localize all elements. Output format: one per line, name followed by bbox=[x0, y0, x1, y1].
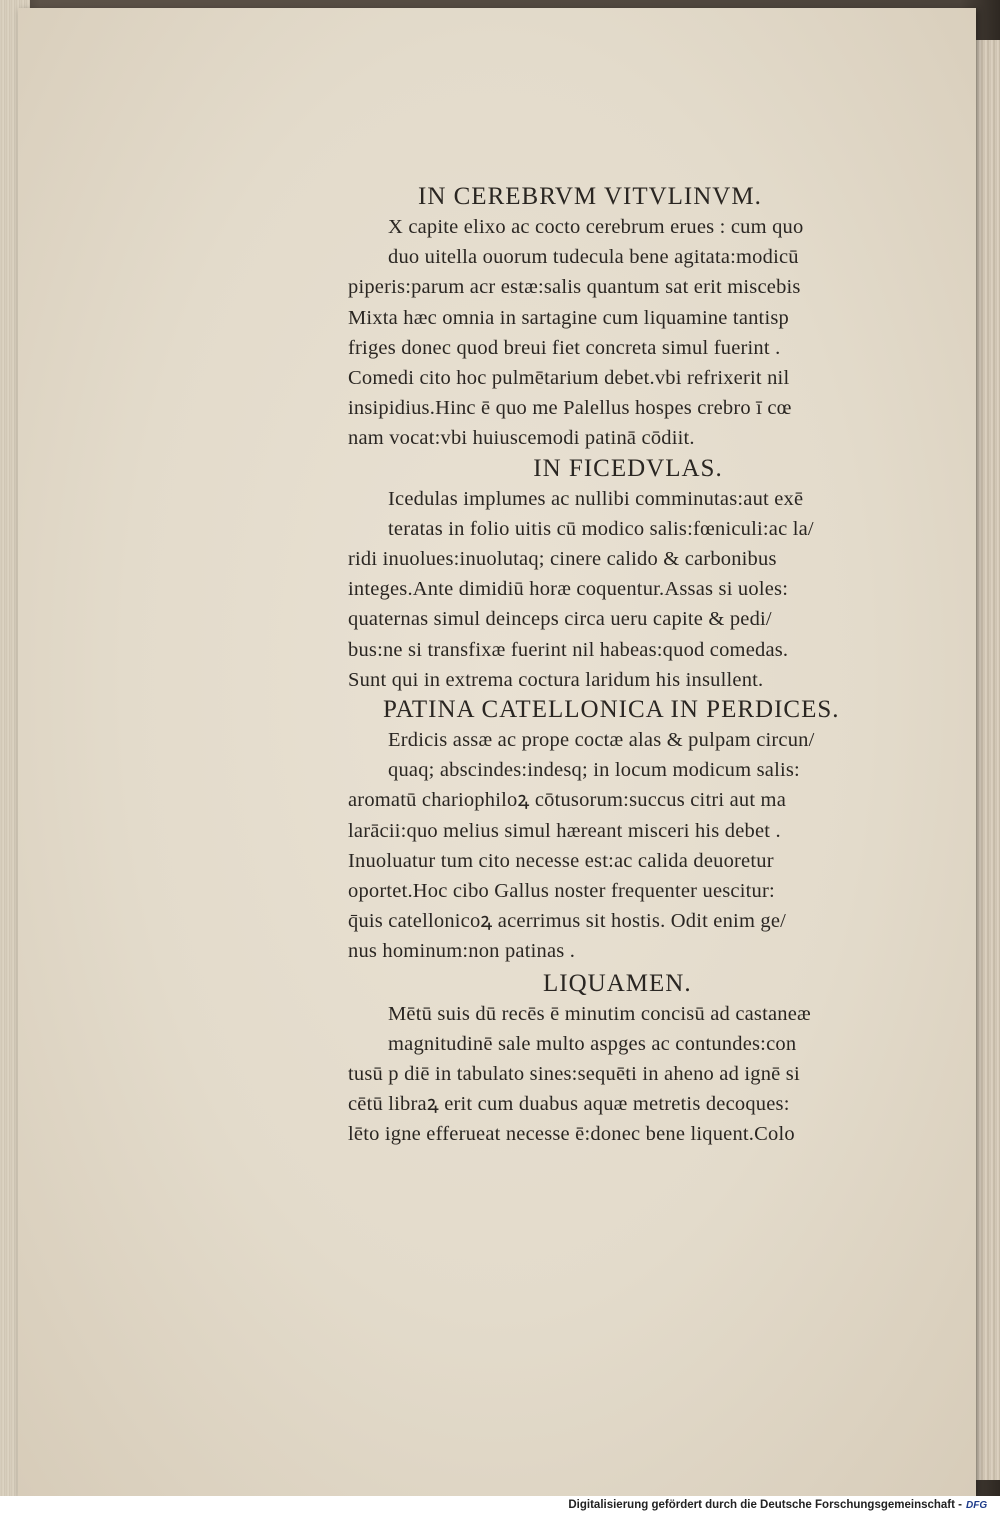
footer-credit-text: Digitalisierung gefördert durch die Deutsche Forschungsgemeinschaft - bbox=[568, 1499, 962, 1511]
text-line: lēto igne efferueat necesse ē:donec bene liquent.Colo bbox=[348, 1123, 795, 1146]
text-line: Sunt qui in extrema coctura laridum his insullent. bbox=[348, 668, 764, 691]
text-line: Erdicis assæ ac prope coctæ alas & pulpam circun/ bbox=[388, 729, 815, 752]
text-line: aromatū chariophiloꝝ cōtusorum:succus citri aut ma bbox=[348, 789, 786, 812]
text-line: teratas in folio uitis cū modico salis:fœniculi:ac la/ bbox=[388, 517, 814, 540]
heading-liquamen: LIQUAMEN. bbox=[543, 969, 692, 997]
text-line: tusū p diē in tabulato sines:sequēti in aheno ad ignē si bbox=[348, 1063, 800, 1086]
section-liquamen bbox=[348, 999, 908, 1150]
text-line: Mētū suis dū recēs ē minutim concisū ad castaneæ bbox=[388, 1002, 811, 1025]
text-line: bus:ne si transfixæ fuerint nil habeas:quod comedas. bbox=[348, 638, 789, 661]
text-line: nus hominum:non patinas . bbox=[348, 940, 576, 963]
heading-patina-catellonica: PATINA CATELLONICA IN PERDICES. bbox=[383, 696, 840, 724]
text-line: duo uitella ouorum tudecula bene agitata:modicū bbox=[388, 246, 799, 269]
text-line: q̄uis catellonicoꝝ acerrimus sit hostis. Odit enim ge/ bbox=[348, 910, 787, 933]
text-line: Comedi cito hoc pulmētarium debet.vbi refrixerit nil bbox=[348, 367, 790, 390]
text-line: nam vocat:vbi huiuscemodi patinā cōdiit. bbox=[348, 427, 695, 450]
text-line: integes.Ante dimidiū horæ coquentur.Assas si uoles: bbox=[348, 578, 789, 601]
text-line: insipidius.Hinc ē quo me Palellus hospes crebro ī cœ bbox=[348, 397, 792, 420]
text-line: quaq; abscindes:indesq; in locum modicum salis: bbox=[388, 759, 800, 782]
text-line: Mixta hæc omnia in sartagine cum liquamine tantisp bbox=[348, 306, 789, 329]
text-block bbox=[348, 174, 908, 1150]
section-patina-catellonica bbox=[348, 725, 908, 967]
text-line: Inuoluatur tum cito necesse est:ac calida deuoretur bbox=[348, 849, 774, 872]
heading-cerebrum: IN CEREBRVM VITVLINVM. bbox=[418, 183, 762, 210]
dfg-logo: DFG bbox=[966, 1500, 988, 1511]
text-line: friges donec quod breui fiet concreta simul fuerint . bbox=[348, 336, 781, 359]
text-line: quaternas simul deinceps circa ueru capite & pedi/ bbox=[348, 608, 772, 631]
text-line: cētū libraꝝ erit cum duabus aquæ metretis decoques: bbox=[348, 1093, 790, 1116]
text-line: X capite elixo ac cocto cerebrum erues : cum quo bbox=[388, 216, 804, 238]
footer-credit-bar bbox=[0, 1496, 1000, 1517]
text-line: oportet.Hoc cibo Gallus noster frequenter uescitur: bbox=[348, 880, 775, 903]
section-cerebrum bbox=[348, 212, 908, 454]
text-line: magnitudinē sale multo aspges ac contundes:con bbox=[388, 1032, 797, 1055]
text-line: piperis:parum acr estæ:salis quantum sat erit miscebis bbox=[348, 276, 801, 299]
text-line: ridi inuolues:inuolutaq; cinere calido & carbonibus bbox=[348, 548, 777, 571]
heading-ficedulas: IN FICEDVLAS. bbox=[533, 454, 723, 482]
section-ficedulas bbox=[348, 484, 908, 695]
text-line: larācii:quo melius simul hæreant misceri his debet . bbox=[348, 819, 781, 842]
text-line: Icedulas implumes ac nullibi comminutas:aut exē bbox=[388, 487, 804, 510]
book-page bbox=[18, 8, 976, 1496]
